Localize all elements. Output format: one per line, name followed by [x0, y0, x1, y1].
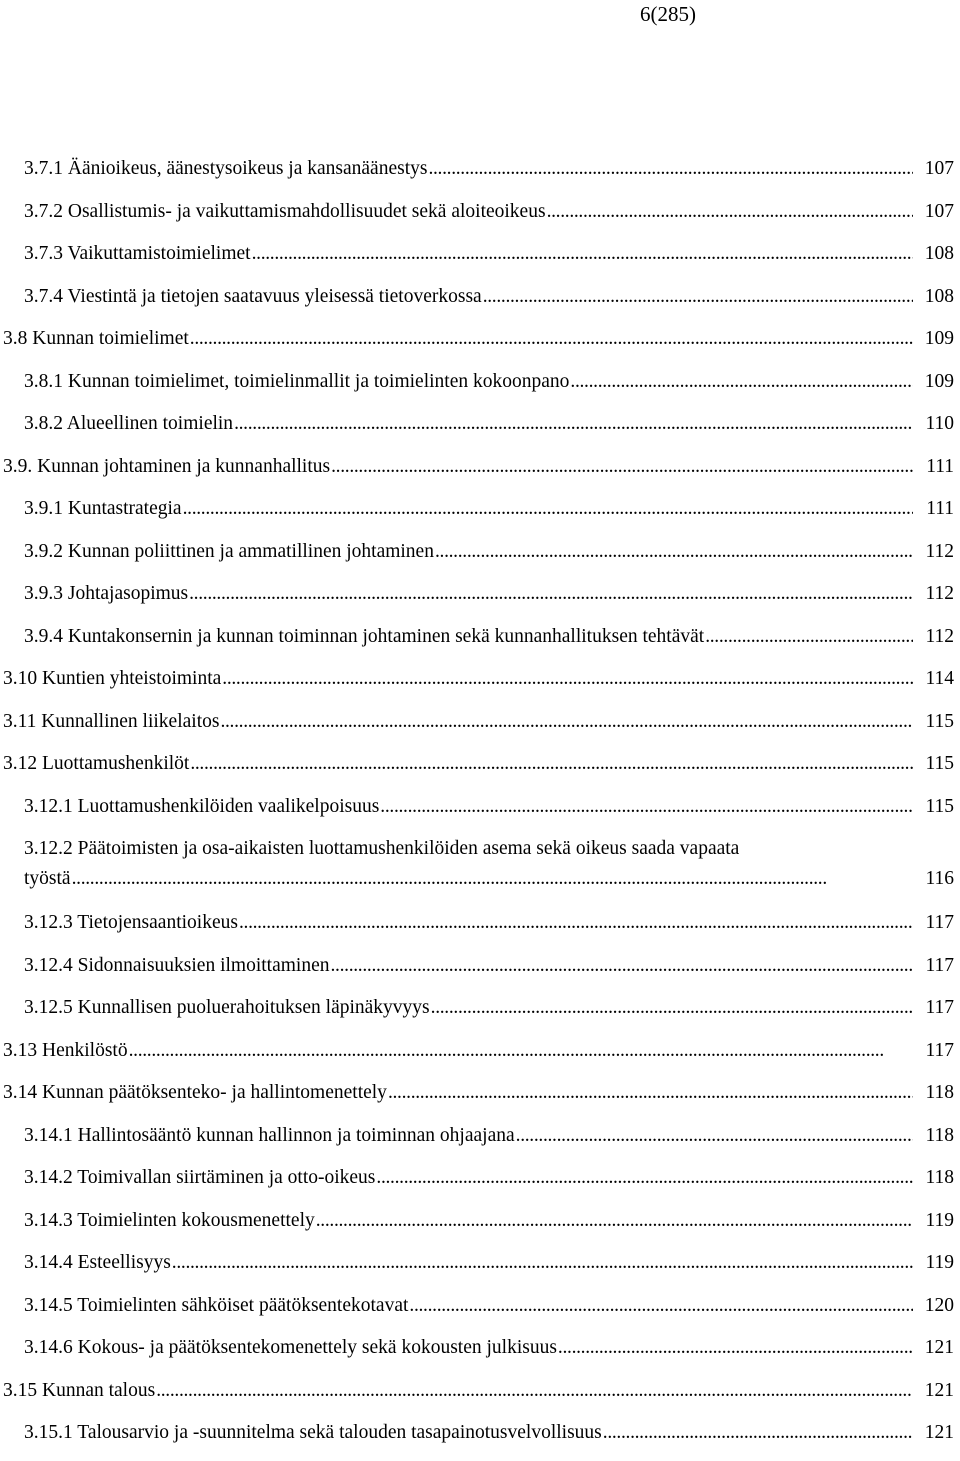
- toc-entry-page: 121: [924, 1422, 954, 1443]
- toc-entry-page: 117: [925, 997, 954, 1018]
- toc-entry[interactable]: [0, 239, 960, 282]
- toc-entry-page: 115: [925, 795, 954, 817]
- toc-entry-page: 117: [925, 912, 954, 933]
- toc-entry-title: 3.14 Kunnan päätöksenteko- ja hallintomenettely: [3, 1082, 387, 1103]
- toc-entry[interactable]: [0, 1163, 960, 1206]
- toc-entry[interactable]: [0, 1248, 960, 1291]
- toc-entry[interactable]: [0, 792, 960, 835]
- toc-entry-page: 115: [925, 753, 954, 774]
- toc-entry-page: 107: [924, 200, 954, 222]
- toc-entry-title: 3.9.2 Kunnan poliittinen ja ammatillinen johtaminen: [24, 540, 434, 562]
- toc-entry-title: 3.7.2 Osallistumis- ja vaikuttamismahdollisuudet sekä aloiteoikeus: [24, 200, 546, 222]
- toc-entry-page: 111: [926, 498, 954, 519]
- toc-entry-page: 117: [925, 954, 954, 976]
- toc-dot-leader: [570, 367, 913, 397]
- toc-dot-leader: [516, 1121, 913, 1151]
- toc-entry-title: 3.8.1 Kunnan toimielimet, toimielinmallit ja toimielinten kokoonpano: [24, 370, 570, 392]
- toc-entry-page: 121: [924, 1379, 954, 1401]
- toc-dot-leader: [222, 664, 913, 694]
- toc-entry-title: 3.15 Kunnan talous: [3, 1379, 156, 1401]
- toc-entry-title-line1: 3.12.2 Päätoimisten ja osa-aikaisten luottamushenkilöiden asema sekä oikeus saada vapaata: [24, 838, 740, 859]
- toc-entry[interactable]: [0, 154, 960, 197]
- toc-entry[interactable]: [0, 579, 960, 622]
- toc-dot-leader: [380, 792, 913, 822]
- toc-entry-title: 3.14.5 Toimielinten sähköiset päätöksentekotavat: [24, 1294, 409, 1316]
- toc-entry[interactable]: [0, 197, 960, 240]
- toc-entry-page: 118: [925, 1167, 954, 1188]
- toc-entry-page: 114: [925, 668, 954, 689]
- toc-entry-title: 3.14.2 Toimivallan siirtäminen ja otto-oikeus: [24, 1167, 376, 1188]
- toc-entry[interactable]: [0, 908, 960, 951]
- toc-entry-title: 3.14.4 Esteellisyys: [24, 1252, 171, 1273]
- toc-dot-leader: [705, 622, 913, 652]
- toc-entry-title: 3.7.4 Viestintä ja tietojen saatavuus yleisessä tietoverkossa: [24, 285, 482, 307]
- toc-entry-page: 112: [925, 625, 954, 647]
- toc-entry-title: 3.9. Kunnan johtaminen ja kunnanhallitus: [3, 455, 331, 477]
- toc-entry[interactable]: [0, 993, 960, 1036]
- toc-entry[interactable]: [0, 1206, 960, 1249]
- toc-entry[interactable]: [0, 1333, 960, 1376]
- toc-entry-title: 3.13 Henkilöstö: [3, 1039, 128, 1061]
- toc-entry-title: 3.14.3 Toimielinten kokousmenettely: [24, 1209, 315, 1231]
- toc-dot-leader: [316, 1206, 913, 1236]
- toc-entry-title: 3.9.1 Kuntastrategia: [24, 498, 182, 519]
- toc-entry-page: 115: [925, 710, 954, 732]
- toc-dot-leader: [409, 1291, 913, 1321]
- toc-entry-page: 108: [924, 243, 954, 264]
- toc-dot-leader: [603, 1418, 913, 1448]
- table-of-contents: [0, 154, 960, 1461]
- toc-dot-leader: [172, 1248, 913, 1278]
- toc-dot-leader: [376, 1163, 913, 1193]
- toc-dot-leader: [331, 951, 914, 981]
- toc-entry-title: 3.12.4 Sidonnaisuuksien ilmoittaminen: [24, 954, 330, 976]
- toc-entry-title: 3.12 Luottamushenkilöt: [3, 753, 190, 774]
- toc-entry-second-line: [0, 864, 960, 894]
- toc-dot-leader: [431, 993, 913, 1023]
- toc-entry[interactable]: [0, 494, 960, 537]
- toc-entry[interactable]: [0, 409, 960, 452]
- toc-entry-multiline[interactable]: [0, 834, 960, 908]
- toc-entry[interactable]: [0, 282, 960, 325]
- toc-dot-leader: [72, 864, 913, 894]
- toc-entry-title-line2: työstä: [24, 868, 71, 889]
- toc-dot-leader: [483, 282, 913, 312]
- toc-entry[interactable]: [0, 1121, 960, 1164]
- toc-entry-title: 3.8.2 Alueellinen toimielin: [24, 413, 234, 434]
- toc-entry[interactable]: [0, 664, 960, 707]
- toc-dot-leader: [183, 494, 913, 524]
- toc-entry-title: 3.12.1 Luottamushenkilöiden vaalikelpoisuus: [24, 795, 380, 817]
- page-number: 6(285): [640, 2, 696, 26]
- toc-entry-page: 119: [925, 1252, 954, 1273]
- toc-entry-page: 116: [925, 868, 954, 889]
- toc-entry-page: 108: [924, 285, 954, 307]
- toc-entry[interactable]: [0, 951, 960, 994]
- toc-entry[interactable]: [0, 707, 960, 750]
- toc-dot-leader: [190, 324, 913, 354]
- toc-entry-page: 112: [925, 583, 954, 604]
- toc-entry-title: 3.11 Kunnallinen liikelaitos: [3, 710, 220, 732]
- toc-entry[interactable]: [0, 1036, 960, 1079]
- toc-entry-page: 110: [925, 413, 954, 434]
- toc-dot-leader: [234, 409, 913, 439]
- toc-entry-page: 120: [924, 1294, 954, 1316]
- toc-section-before: [0, 154, 960, 834]
- toc-dot-leader: [435, 537, 913, 567]
- toc-dot-leader: [388, 1078, 913, 1108]
- toc-entry[interactable]: [0, 537, 960, 580]
- toc-entry-title: 3.10 Kuntien yhteistoiminta: [3, 668, 222, 689]
- toc-dot-leader: [190, 749, 913, 779]
- toc-dot-leader: [558, 1333, 913, 1363]
- toc-dot-leader: [239, 908, 913, 938]
- toc-entry[interactable]: [0, 367, 960, 410]
- toc-dot-leader: [220, 707, 913, 737]
- toc-dot-leader: [129, 1036, 913, 1066]
- toc-entry-page: 121: [924, 1337, 954, 1358]
- toc-entry-title: 3.7.1 Äänioikeus, äänestysoikeus ja kansanäänestys: [24, 158, 428, 179]
- toc-entry-page: 109: [924, 328, 954, 349]
- toc-entry-title: 3.9.4 Kuntakonsernin ja kunnan toiminnan johtaminen sekä kunnanhallituksen tehtävät: [24, 625, 705, 647]
- toc-entry[interactable]: [0, 1291, 960, 1334]
- toc-dot-leader: [547, 197, 913, 227]
- toc-entry[interactable]: [0, 1376, 960, 1419]
- toc-entry[interactable]: [0, 622, 960, 665]
- toc-entry-page: 118: [925, 1124, 954, 1146]
- toc-entry-title: 3.9.3 Johtajasopimus: [24, 583, 189, 604]
- toc-entry[interactable]: [0, 324, 960, 367]
- toc-section-after: [0, 908, 960, 1461]
- toc-dot-leader: [428, 154, 913, 184]
- toc-dot-leader: [252, 239, 913, 269]
- toc-entry-page: 107: [924, 158, 954, 179]
- toc-entry[interactable]: [0, 1418, 960, 1461]
- toc-entry-title: 3.15.1 Talousarvio ja -suunnitelma sekä talouden tasapainotusvelvollisuus: [24, 1422, 602, 1443]
- toc-entry[interactable]: [0, 749, 960, 792]
- toc-entry-title: 3.14.1 Hallintosääntö kunnan hallinnon ja toiminnan ohjaajana: [24, 1124, 515, 1146]
- toc-dot-leader: [331, 452, 913, 482]
- toc-entry-page: 109: [924, 370, 954, 392]
- toc-entry[interactable]: [0, 1078, 960, 1121]
- toc-dot-leader: [189, 579, 913, 609]
- toc-entry-title: 3.14.6 Kokous- ja päätöksentekomenettely sekä kokousten julkisuus: [24, 1337, 557, 1358]
- toc-dot-leader: [156, 1376, 913, 1406]
- toc-entry-page: 119: [925, 1209, 954, 1231]
- toc-entry-title: 3.12.5 Kunnallisen puoluerahoituksen läpinäkyvyys: [24, 997, 430, 1018]
- toc-entry-page: 112: [925, 540, 954, 562]
- toc-entry-title: 3.12.3 Tietojensaantioikeus: [24, 912, 238, 933]
- toc-entry-page: 118: [925, 1082, 954, 1103]
- toc-entry-page: 111: [926, 455, 954, 477]
- toc-entry-title: 3.8 Kunnan toimielimet: [3, 328, 189, 349]
- toc-entry-page: 117: [925, 1039, 954, 1061]
- toc-entry-title: 3.7.3 Vaikuttamistoimielimet: [24, 243, 251, 264]
- toc-entry[interactable]: [0, 452, 960, 495]
